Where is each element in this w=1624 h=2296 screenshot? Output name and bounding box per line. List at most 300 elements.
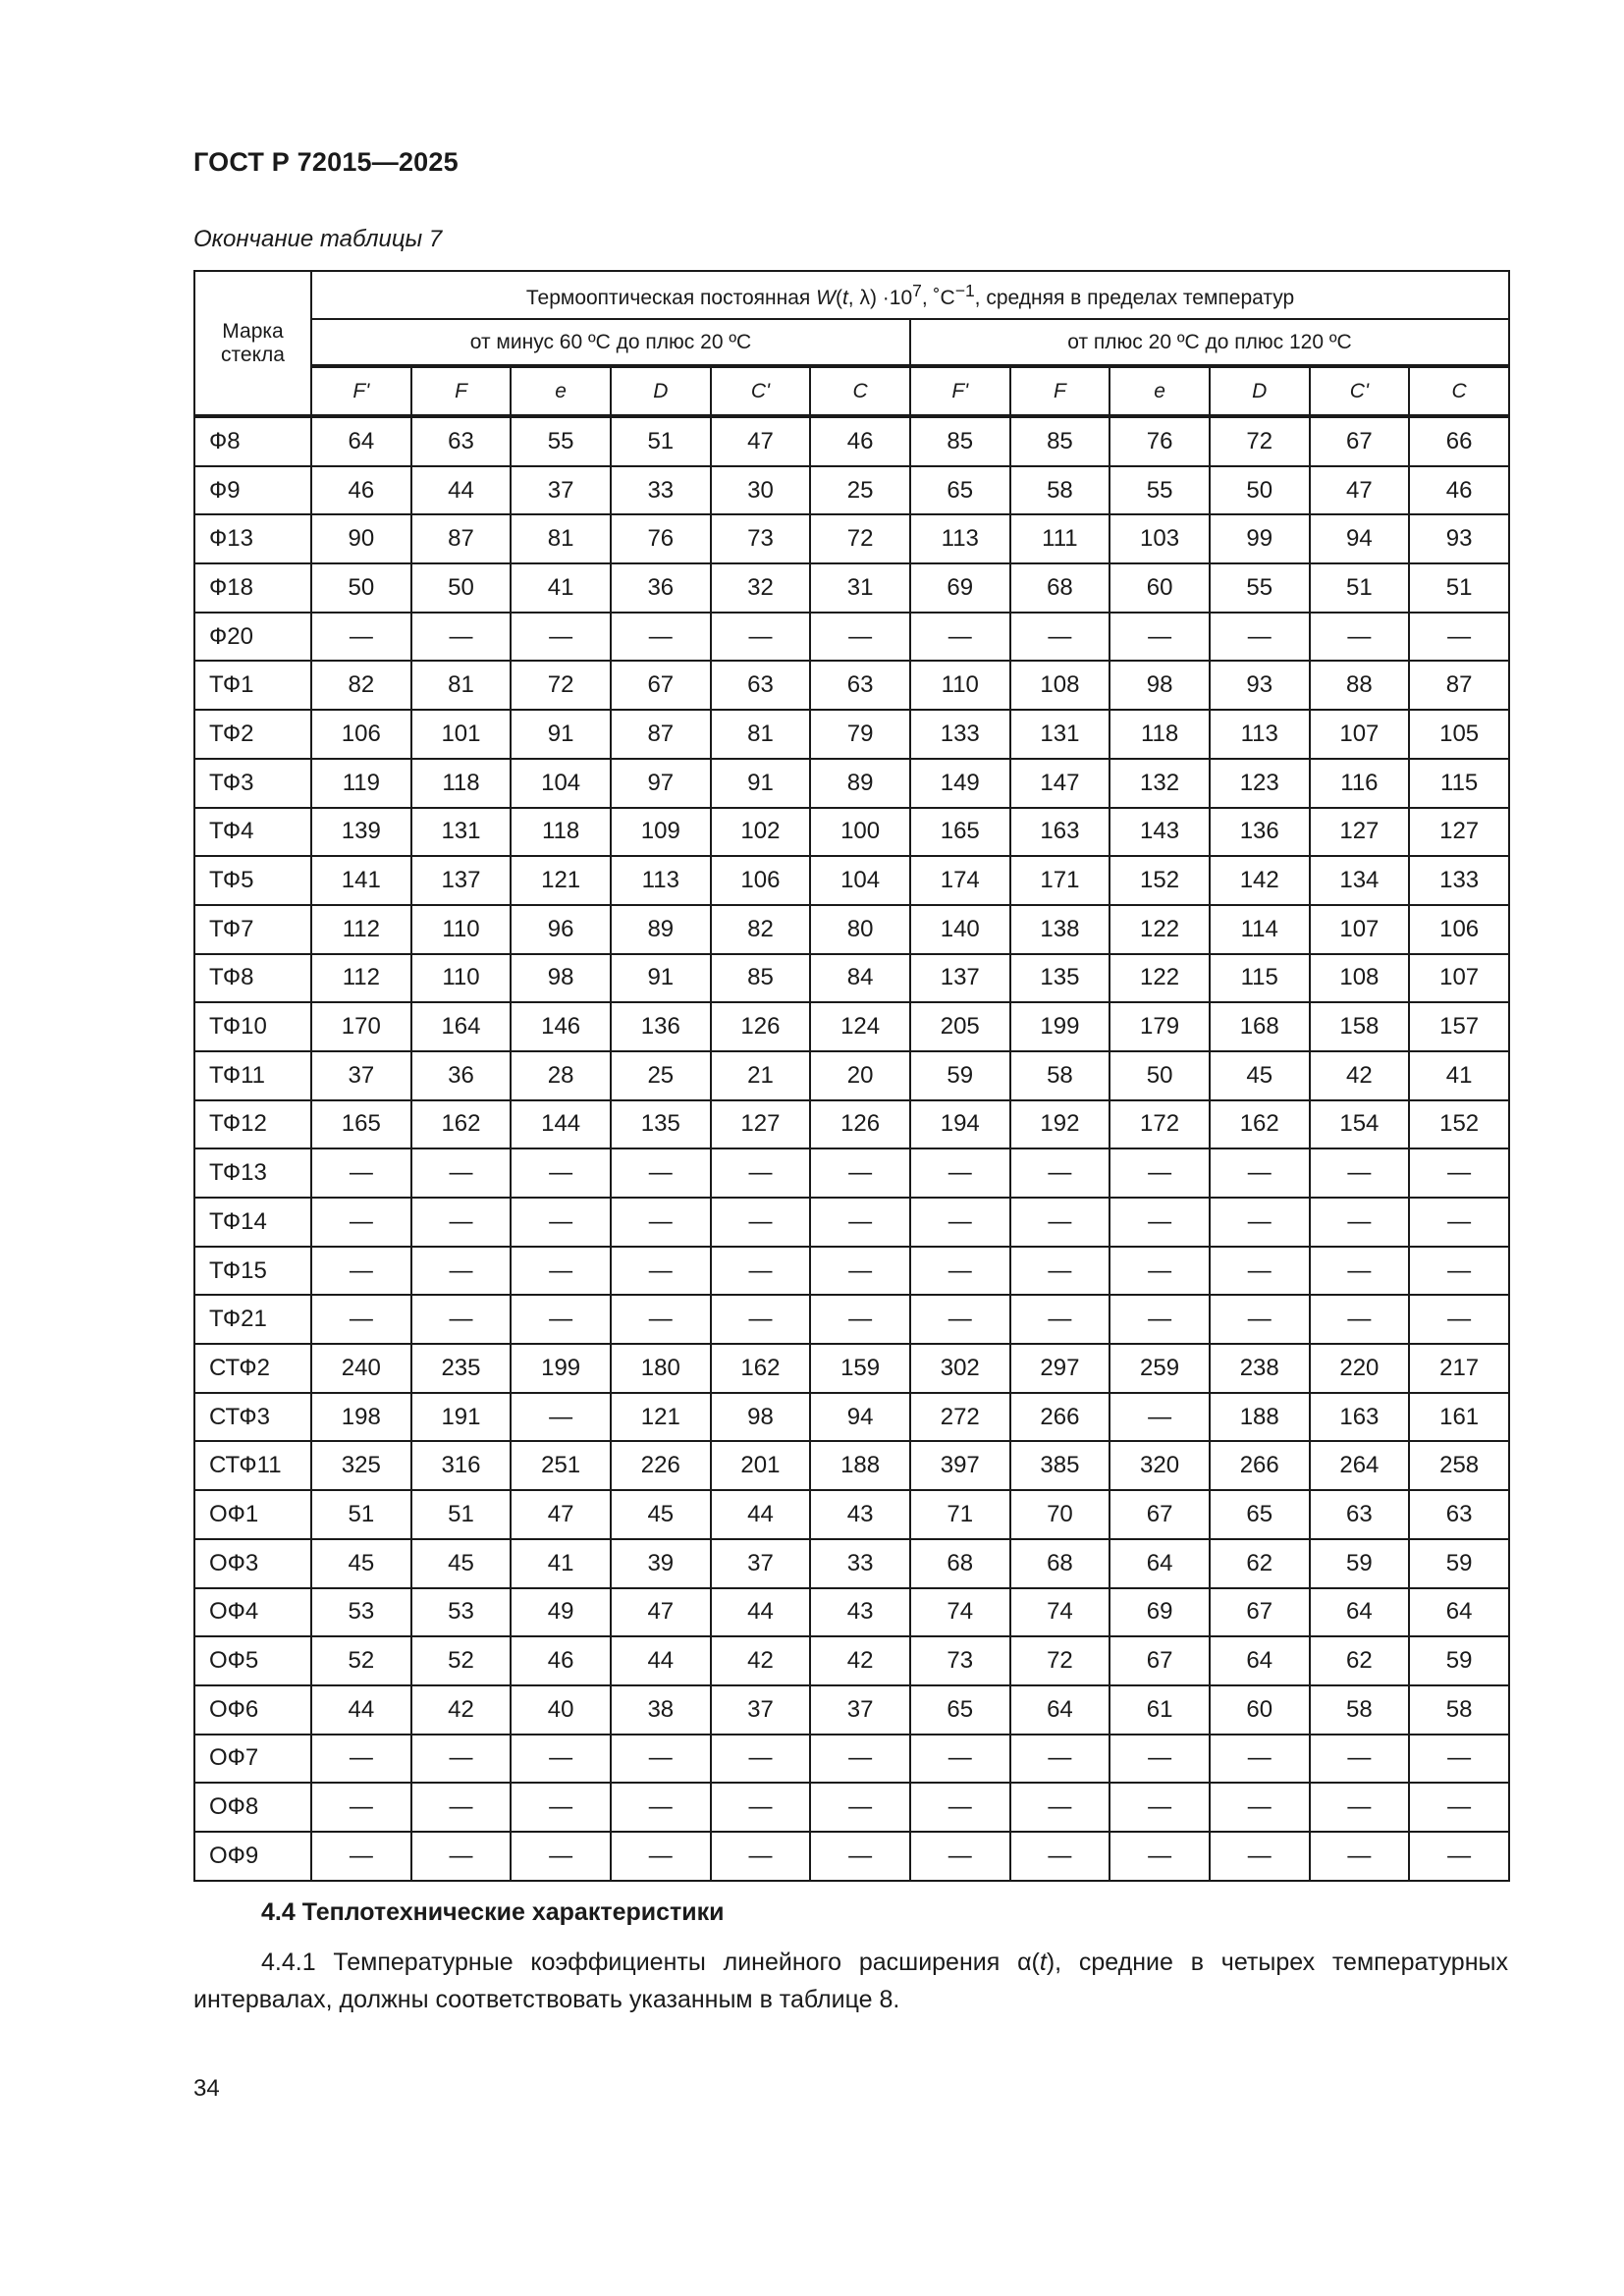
value-cell: 163 xyxy=(1010,808,1110,857)
glass-mark-cell: ОФ1 xyxy=(194,1490,311,1539)
value-cell: 55 xyxy=(511,416,611,466)
value-cell: 217 xyxy=(1409,1344,1509,1393)
table-row xyxy=(194,905,1509,954)
value-cell: — xyxy=(511,1148,611,1198)
value-cell: — xyxy=(1010,1295,1110,1344)
value-cell: 131 xyxy=(411,808,512,857)
value-cell: 110 xyxy=(411,954,512,1003)
value-cell: 320 xyxy=(1110,1441,1210,1490)
value-cell: 297 xyxy=(1010,1344,1110,1393)
value-cell: 53 xyxy=(411,1588,512,1637)
value-cell: — xyxy=(711,1148,811,1198)
value-cell: 163 xyxy=(1310,1393,1410,1442)
glass-mark-cell: ОФ3 xyxy=(194,1539,311,1588)
value-cell: 100 xyxy=(810,808,910,857)
value-cell: 63 xyxy=(810,661,910,710)
value-cell: 91 xyxy=(711,759,811,808)
value-cell: — xyxy=(1310,1783,1410,1832)
value-cell: — xyxy=(810,1735,910,1784)
value-cell: 50 xyxy=(1210,466,1310,515)
table-row xyxy=(194,710,1509,759)
value-cell: 81 xyxy=(711,710,811,759)
value-cell: — xyxy=(411,1832,512,1881)
glass-mark-cell: ТФ1 xyxy=(194,661,311,710)
glass-mark-cell: СТФ11 xyxy=(194,1441,311,1490)
value-cell: — xyxy=(611,1247,711,1296)
glass-mark-cell: ТФ8 xyxy=(194,954,311,1003)
value-cell: — xyxy=(311,613,411,662)
glass-mark-cell: ОФ7 xyxy=(194,1735,311,1784)
glass-mark-cell: СТФ3 xyxy=(194,1393,311,1442)
value-cell: 46 xyxy=(311,466,411,515)
glass-mark-cell: ТФ2 xyxy=(194,710,311,759)
glass-mark-cell: Ф13 xyxy=(194,514,311,563)
spectral-line-header: C xyxy=(810,366,910,416)
value-cell: 111 xyxy=(1010,514,1110,563)
value-cell: 46 xyxy=(511,1636,611,1685)
value-cell: 198 xyxy=(311,1393,411,1442)
value-cell: 53 xyxy=(311,1588,411,1637)
glass-mark-cell: Ф18 xyxy=(194,563,311,613)
value-cell: — xyxy=(1110,613,1210,662)
table-row xyxy=(194,1539,1509,1588)
table-row xyxy=(194,563,1509,613)
table-row xyxy=(194,1636,1509,1685)
value-cell: 80 xyxy=(810,905,910,954)
value-cell: 108 xyxy=(1010,661,1110,710)
value-cell: 37 xyxy=(711,1685,811,1735)
value-cell: — xyxy=(511,1247,611,1296)
range-header-high: от плюс 20 ºС до плюс 120 ºС xyxy=(910,319,1509,366)
value-cell: — xyxy=(810,1832,910,1881)
value-cell: 81 xyxy=(511,514,611,563)
value-cell: — xyxy=(810,1247,910,1296)
value-cell: 134 xyxy=(1310,856,1410,905)
spectral-line-header: F' xyxy=(311,366,411,416)
value-cell: 147 xyxy=(1010,759,1110,808)
value-cell: 126 xyxy=(810,1100,910,1149)
value-cell: 25 xyxy=(611,1051,711,1100)
value-cell: — xyxy=(1310,1832,1410,1881)
value-cell: 47 xyxy=(611,1588,711,1637)
value-cell: — xyxy=(1010,1735,1110,1784)
value-cell: 112 xyxy=(311,905,411,954)
value-cell: — xyxy=(1310,1148,1410,1198)
spectral-line-header: e xyxy=(1110,366,1210,416)
value-cell: — xyxy=(1210,1295,1310,1344)
value-cell: 41 xyxy=(1409,1051,1509,1100)
value-cell: 31 xyxy=(810,563,910,613)
value-cell: 69 xyxy=(1110,1588,1210,1637)
value-cell: 109 xyxy=(611,808,711,857)
value-cell: — xyxy=(1310,1735,1410,1784)
value-cell: — xyxy=(511,1198,611,1247)
value-cell: 73 xyxy=(910,1636,1010,1685)
value-cell: — xyxy=(1210,1735,1310,1784)
value-cell: 72 xyxy=(1210,416,1310,466)
value-cell: — xyxy=(1110,1295,1210,1344)
value-cell: 149 xyxy=(910,759,1010,808)
value-cell: — xyxy=(611,1198,711,1247)
value-cell: 106 xyxy=(1409,905,1509,954)
value-cell: 170 xyxy=(311,1002,411,1051)
value-cell: — xyxy=(910,1832,1010,1881)
value-cell: 84 xyxy=(810,954,910,1003)
value-cell: 179 xyxy=(1110,1002,1210,1051)
value-cell: 74 xyxy=(910,1588,1010,1637)
value-cell: 69 xyxy=(910,563,1010,613)
value-cell: 44 xyxy=(311,1685,411,1735)
table-row xyxy=(194,1393,1509,1442)
value-cell: — xyxy=(810,1148,910,1198)
value-cell: — xyxy=(511,1295,611,1344)
value-cell: — xyxy=(1310,1295,1410,1344)
value-cell: 141 xyxy=(311,856,411,905)
value-cell: 146 xyxy=(511,1002,611,1051)
value-cell: 47 xyxy=(511,1490,611,1539)
value-cell: 82 xyxy=(311,661,411,710)
value-cell: — xyxy=(611,613,711,662)
value-cell: 110 xyxy=(910,661,1010,710)
value-cell: 259 xyxy=(1110,1344,1210,1393)
value-cell: 272 xyxy=(910,1393,1010,1442)
value-cell: 98 xyxy=(1110,661,1210,710)
value-cell: 44 xyxy=(411,466,512,515)
value-cell: 63 xyxy=(1409,1490,1509,1539)
value-cell: — xyxy=(1310,1247,1410,1296)
value-cell: 115 xyxy=(1409,759,1509,808)
table-row xyxy=(194,1735,1509,1784)
value-cell: — xyxy=(311,1735,411,1784)
value-cell: — xyxy=(1010,1148,1110,1198)
table-row xyxy=(194,1832,1509,1881)
value-cell: 76 xyxy=(611,514,711,563)
table-row xyxy=(194,1100,1509,1149)
value-cell: 89 xyxy=(810,759,910,808)
value-cell: 107 xyxy=(1310,710,1410,759)
table-row xyxy=(194,1148,1509,1198)
value-cell: 71 xyxy=(910,1490,1010,1539)
glass-mark-cell: ТФ11 xyxy=(194,1051,311,1100)
table-row xyxy=(194,1002,1509,1051)
spectral-line-header: C xyxy=(1409,366,1509,416)
spectral-line-header: C' xyxy=(711,366,811,416)
value-cell: — xyxy=(1409,1735,1509,1784)
value-cell: 152 xyxy=(1110,856,1210,905)
value-cell: 226 xyxy=(611,1441,711,1490)
section-title: 4.4 Теплотехнические характеристики xyxy=(261,1898,725,1926)
value-cell: — xyxy=(1110,1247,1210,1296)
value-cell: 60 xyxy=(1110,563,1210,613)
value-cell: 116 xyxy=(1310,759,1410,808)
value-cell: 43 xyxy=(810,1588,910,1637)
glass-mark-cell: ТФ5 xyxy=(194,856,311,905)
value-cell: — xyxy=(711,1783,811,1832)
value-cell: 64 xyxy=(1310,1588,1410,1637)
spectral-line-header: F' xyxy=(910,366,1010,416)
glass-mark-cell: ТФ10 xyxy=(194,1002,311,1051)
value-cell: 97 xyxy=(611,759,711,808)
value-cell: — xyxy=(1210,1148,1310,1198)
value-cell: 52 xyxy=(311,1636,411,1685)
value-cell: 104 xyxy=(511,759,611,808)
value-cell: 37 xyxy=(511,466,611,515)
value-cell: 188 xyxy=(1210,1393,1310,1442)
glass-mark-cell: ОФ6 xyxy=(194,1685,311,1735)
value-cell: 266 xyxy=(1210,1441,1310,1490)
value-cell: 85 xyxy=(1010,416,1110,466)
value-cell: 136 xyxy=(611,1002,711,1051)
value-cell: 91 xyxy=(511,710,611,759)
value-cell: 251 xyxy=(511,1441,611,1490)
value-cell: — xyxy=(1010,1783,1110,1832)
value-cell: — xyxy=(1110,1783,1210,1832)
value-cell: 42 xyxy=(411,1685,512,1735)
value-cell: 135 xyxy=(1010,954,1110,1003)
value-cell: 201 xyxy=(711,1441,811,1490)
value-cell: 157 xyxy=(1409,1002,1509,1051)
value-cell: 98 xyxy=(711,1393,811,1442)
table-row xyxy=(194,1295,1509,1344)
table-row xyxy=(194,661,1509,710)
table-container xyxy=(193,270,1508,1882)
value-cell: 90 xyxy=(311,514,411,563)
range-header-low: от минус 60 ºС до плюс 20 ºС xyxy=(311,319,910,366)
value-cell: 85 xyxy=(910,416,1010,466)
value-cell: 62 xyxy=(1210,1539,1310,1588)
value-cell: — xyxy=(411,613,512,662)
value-cell: 50 xyxy=(1110,1051,1210,1100)
value-cell: 52 xyxy=(411,1636,512,1685)
value-cell: — xyxy=(611,1295,711,1344)
value-cell: 59 xyxy=(1310,1539,1410,1588)
value-cell: 113 xyxy=(611,856,711,905)
value-cell: — xyxy=(1210,1783,1310,1832)
value-cell: 33 xyxy=(810,1539,910,1588)
value-cell: 106 xyxy=(311,710,411,759)
value-cell: — xyxy=(910,1735,1010,1784)
value-cell: 72 xyxy=(511,661,611,710)
value-cell: — xyxy=(511,613,611,662)
value-cell: 99 xyxy=(1210,514,1310,563)
value-cell: 85 xyxy=(711,954,811,1003)
value-cell: 123 xyxy=(1210,759,1310,808)
value-cell: 165 xyxy=(311,1100,411,1149)
value-cell: — xyxy=(411,1198,512,1247)
value-cell: 59 xyxy=(910,1051,1010,1100)
value-cell: 118 xyxy=(1110,710,1210,759)
value-cell: 72 xyxy=(810,514,910,563)
value-cell: 94 xyxy=(810,1393,910,1442)
value-cell: 154 xyxy=(1310,1100,1410,1149)
value-cell: 79 xyxy=(810,710,910,759)
value-cell: 51 xyxy=(611,416,711,466)
value-cell: 58 xyxy=(1010,466,1110,515)
value-cell: 44 xyxy=(711,1490,811,1539)
value-cell: — xyxy=(1409,613,1509,662)
value-cell: 162 xyxy=(411,1100,512,1149)
value-cell: 20 xyxy=(810,1051,910,1100)
value-cell: 199 xyxy=(1010,1002,1110,1051)
glass-mark-cell: ТФ7 xyxy=(194,905,311,954)
value-cell: — xyxy=(910,1148,1010,1198)
table-row xyxy=(194,514,1509,563)
value-cell: 64 xyxy=(1409,1588,1509,1637)
value-cell: 76 xyxy=(1110,416,1210,466)
table-row xyxy=(194,1051,1509,1100)
value-cell: 58 xyxy=(1010,1051,1110,1100)
value-cell: — xyxy=(1010,1832,1110,1881)
value-cell: — xyxy=(1110,1832,1210,1881)
value-cell: 25 xyxy=(810,466,910,515)
value-cell: 96 xyxy=(511,905,611,954)
value-cell: — xyxy=(1210,1198,1310,1247)
value-cell: 94 xyxy=(1310,514,1410,563)
value-cell: 63 xyxy=(711,661,811,710)
value-cell: 188 xyxy=(810,1441,910,1490)
value-cell: 142 xyxy=(1210,856,1310,905)
glass-mark-cell: ОФ8 xyxy=(194,1783,311,1832)
value-cell: 107 xyxy=(1409,954,1509,1003)
value-cell: 74 xyxy=(1010,1588,1110,1637)
value-cell: — xyxy=(1010,1247,1110,1296)
value-cell: — xyxy=(711,1247,811,1296)
value-cell: — xyxy=(511,1783,611,1832)
value-cell: 126 xyxy=(711,1002,811,1051)
value-cell: 118 xyxy=(511,808,611,857)
value-cell: 58 xyxy=(1310,1685,1410,1735)
value-cell: — xyxy=(711,1832,811,1881)
standard-number: ГОСТ Р 72015—2025 xyxy=(193,147,459,177)
value-cell: 152 xyxy=(1409,1100,1509,1149)
value-cell: — xyxy=(1409,1832,1509,1881)
value-cell: 40 xyxy=(511,1685,611,1735)
value-cell: 161 xyxy=(1409,1393,1509,1442)
value-cell: — xyxy=(511,1832,611,1881)
value-cell: 133 xyxy=(910,710,1010,759)
value-cell: 38 xyxy=(611,1685,711,1735)
value-cell: 180 xyxy=(611,1344,711,1393)
table-row xyxy=(194,1198,1509,1247)
value-cell: 172 xyxy=(1110,1100,1210,1149)
value-cell: 88 xyxy=(1310,661,1410,710)
value-cell: 139 xyxy=(311,808,411,857)
value-cell: 67 xyxy=(1110,1636,1210,1685)
value-cell: 64 xyxy=(1210,1636,1310,1685)
value-cell: 194 xyxy=(910,1100,1010,1149)
value-cell: 67 xyxy=(1210,1588,1310,1637)
value-cell: 66 xyxy=(1409,416,1509,466)
glass-mark-cell: ТФ4 xyxy=(194,808,311,857)
glass-mark-cell: ТФ12 xyxy=(194,1100,311,1149)
value-cell: 127 xyxy=(711,1100,811,1149)
value-cell: 68 xyxy=(910,1539,1010,1588)
value-cell: 51 xyxy=(311,1490,411,1539)
value-cell: 121 xyxy=(611,1393,711,1442)
value-cell: 385 xyxy=(1010,1441,1110,1490)
value-cell: 73 xyxy=(711,514,811,563)
table-row xyxy=(194,1490,1509,1539)
value-cell: 113 xyxy=(910,514,1010,563)
value-cell: 72 xyxy=(1010,1636,1110,1685)
value-cell: 82 xyxy=(711,905,811,954)
value-cell: 397 xyxy=(910,1441,1010,1490)
value-cell: 55 xyxy=(1110,466,1210,515)
value-cell: — xyxy=(511,1393,611,1442)
value-cell: 158 xyxy=(1310,1002,1410,1051)
thermo-optic-table xyxy=(193,270,1510,1882)
value-cell: 325 xyxy=(311,1441,411,1490)
value-cell: 64 xyxy=(311,416,411,466)
value-cell: 136 xyxy=(1210,808,1310,857)
value-cell: 47 xyxy=(711,416,811,466)
value-cell: 60 xyxy=(1210,1685,1310,1735)
value-cell: — xyxy=(311,1148,411,1198)
value-cell: 43 xyxy=(810,1490,910,1539)
value-cell: 42 xyxy=(1310,1051,1410,1100)
value-cell: — xyxy=(1210,1247,1310,1296)
table-row xyxy=(194,1441,1509,1490)
glass-mark-cell: ТФ14 xyxy=(194,1198,311,1247)
value-cell: 220 xyxy=(1310,1344,1410,1393)
value-cell: 135 xyxy=(611,1100,711,1149)
value-cell: 137 xyxy=(910,954,1010,1003)
value-cell: — xyxy=(910,1783,1010,1832)
value-cell: — xyxy=(910,613,1010,662)
value-cell: — xyxy=(511,1735,611,1784)
value-cell: 46 xyxy=(810,416,910,466)
value-cell: 114 xyxy=(1210,905,1310,954)
table-row xyxy=(194,613,1509,662)
value-cell: 171 xyxy=(1010,856,1110,905)
value-cell: 127 xyxy=(1409,808,1509,857)
value-cell: 41 xyxy=(511,563,611,613)
value-cell: — xyxy=(810,1783,910,1832)
value-cell: — xyxy=(411,1735,512,1784)
value-cell: 238 xyxy=(1210,1344,1310,1393)
value-cell: 164 xyxy=(411,1002,512,1051)
value-cell: 102 xyxy=(711,808,811,857)
value-cell: 65 xyxy=(1210,1490,1310,1539)
spectral-line-header: F xyxy=(1010,366,1110,416)
value-cell: 67 xyxy=(1310,416,1410,466)
value-cell: — xyxy=(910,1295,1010,1344)
value-cell: 42 xyxy=(711,1636,811,1685)
spectral-line-header: e xyxy=(511,366,611,416)
value-cell: 143 xyxy=(1110,808,1210,857)
table-row xyxy=(194,954,1509,1003)
value-cell: — xyxy=(1110,1198,1210,1247)
value-cell: 67 xyxy=(611,661,711,710)
value-cell: 122 xyxy=(1110,954,1210,1003)
value-cell: — xyxy=(1409,1247,1509,1296)
table-row xyxy=(194,759,1509,808)
value-cell: — xyxy=(611,1832,711,1881)
value-cell: 49 xyxy=(511,1588,611,1637)
spectral-line-header: F xyxy=(411,366,512,416)
value-cell: 59 xyxy=(1409,1636,1509,1685)
value-cell: 104 xyxy=(810,856,910,905)
value-cell: 64 xyxy=(1110,1539,1210,1588)
value-cell: — xyxy=(810,1295,910,1344)
value-cell: 93 xyxy=(1409,514,1509,563)
value-cell: — xyxy=(810,613,910,662)
value-cell: 30 xyxy=(711,466,811,515)
value-cell: — xyxy=(1010,1198,1110,1247)
value-cell: 41 xyxy=(511,1539,611,1588)
value-cell: 258 xyxy=(1409,1441,1509,1490)
value-cell: 39 xyxy=(611,1539,711,1588)
